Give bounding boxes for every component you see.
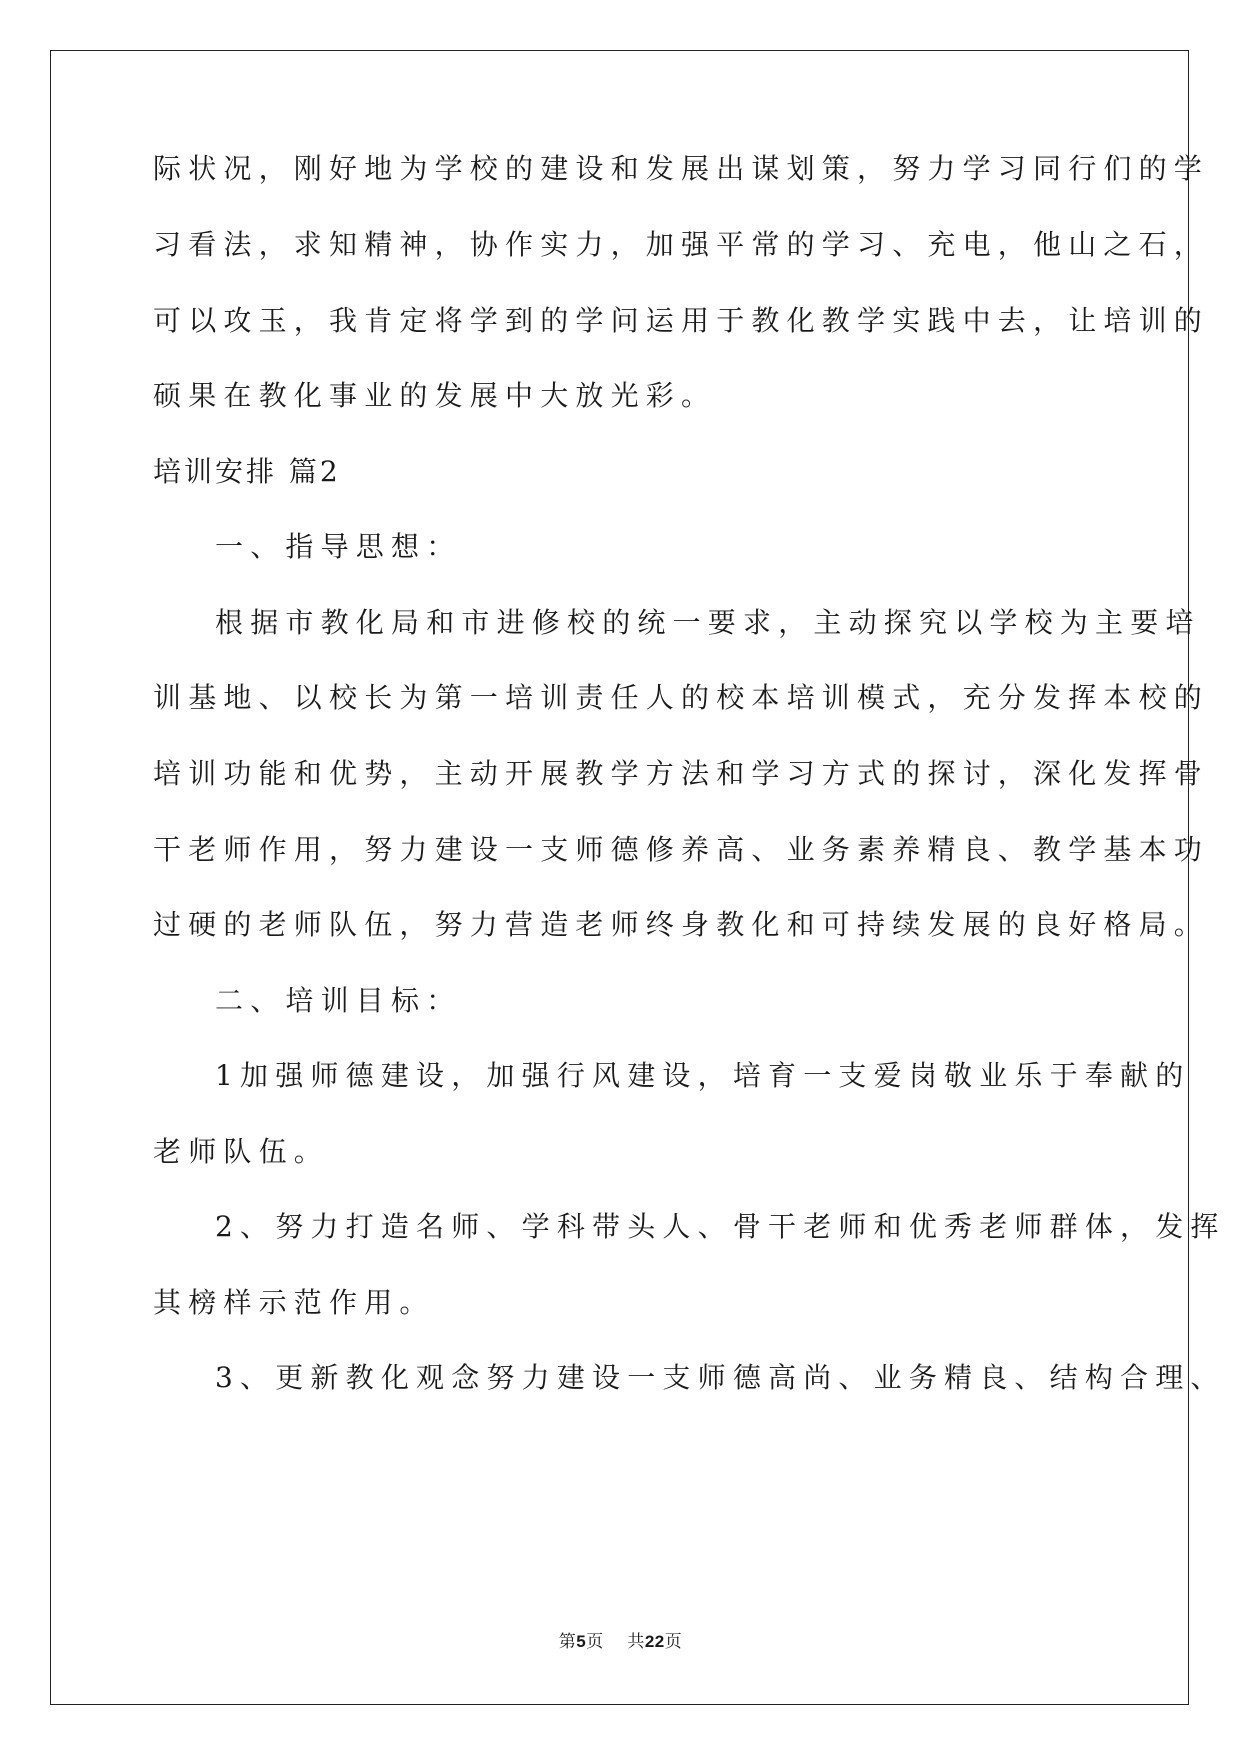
body-line: 干老师作用，努力建设一支师德修养高、业务素养精良、教学基本功 [153,833,1210,866]
body-line: 老师队伍。 [153,1135,330,1168]
page-border [50,50,1189,1705]
body-line: 可以攻玉，我肯定将学到的学问运用于教化教学实践中去，让培训的 [153,304,1210,337]
footer-page-suffix: 页 [586,1632,604,1652]
body-line: 际状况，刚好地为学校的建设和发展出谋划策，努力学习同行们的学 [153,152,1210,185]
body-line: 硕果在教化事业的发展中大放光彩。 [153,379,717,412]
subsection-heading: 一、指导思想： [215,530,462,563]
page-number: 5 [576,1632,587,1651]
body-line: 3、更新教化观念努力建设一支师德高尚、业务精良、结构合理、 [215,1361,1226,1394]
body-line: 根据市教化局和市进修校的统一要求，主动探究以学校为主要培 [215,606,1201,639]
page-footer [0,1630,1241,1654]
subsection-heading: 二、培训目标： [215,984,462,1017]
total-pages: 22 [644,1632,665,1651]
footer-prefix: 第 [558,1632,577,1652]
body-line: 培训功能和优势，主动开展教学方法和学习方式的探讨，深化发挥骨 [153,757,1210,790]
body-line: 训基地、以校长为第一培训责任人的校本培训模式，充分发挥本校的 [153,681,1210,714]
footer-total-prefix: 共 [627,1632,645,1652]
body-line: 1加强师德建设，加强行风建设，培育一支爱岗敬业乐于奉献的 [215,1059,1191,1092]
section-heading: 培训安排 篇2 [153,455,341,488]
footer-total-suffix: 页 [664,1632,683,1652]
body-line: 其榜样示范作用。 [153,1286,435,1319]
body-line: 过硬的老师队伍，努力营造老师终身教化和可持续发展的良好格局。 [153,908,1210,941]
body-line: 2、努力打造名师、学科带头人、骨干老师和优秀老师群体，发挥 [215,1210,1226,1243]
body-line: 习看法，求知精神，协作实力，加强平常的学习、充电，他山之石， [153,228,1210,261]
